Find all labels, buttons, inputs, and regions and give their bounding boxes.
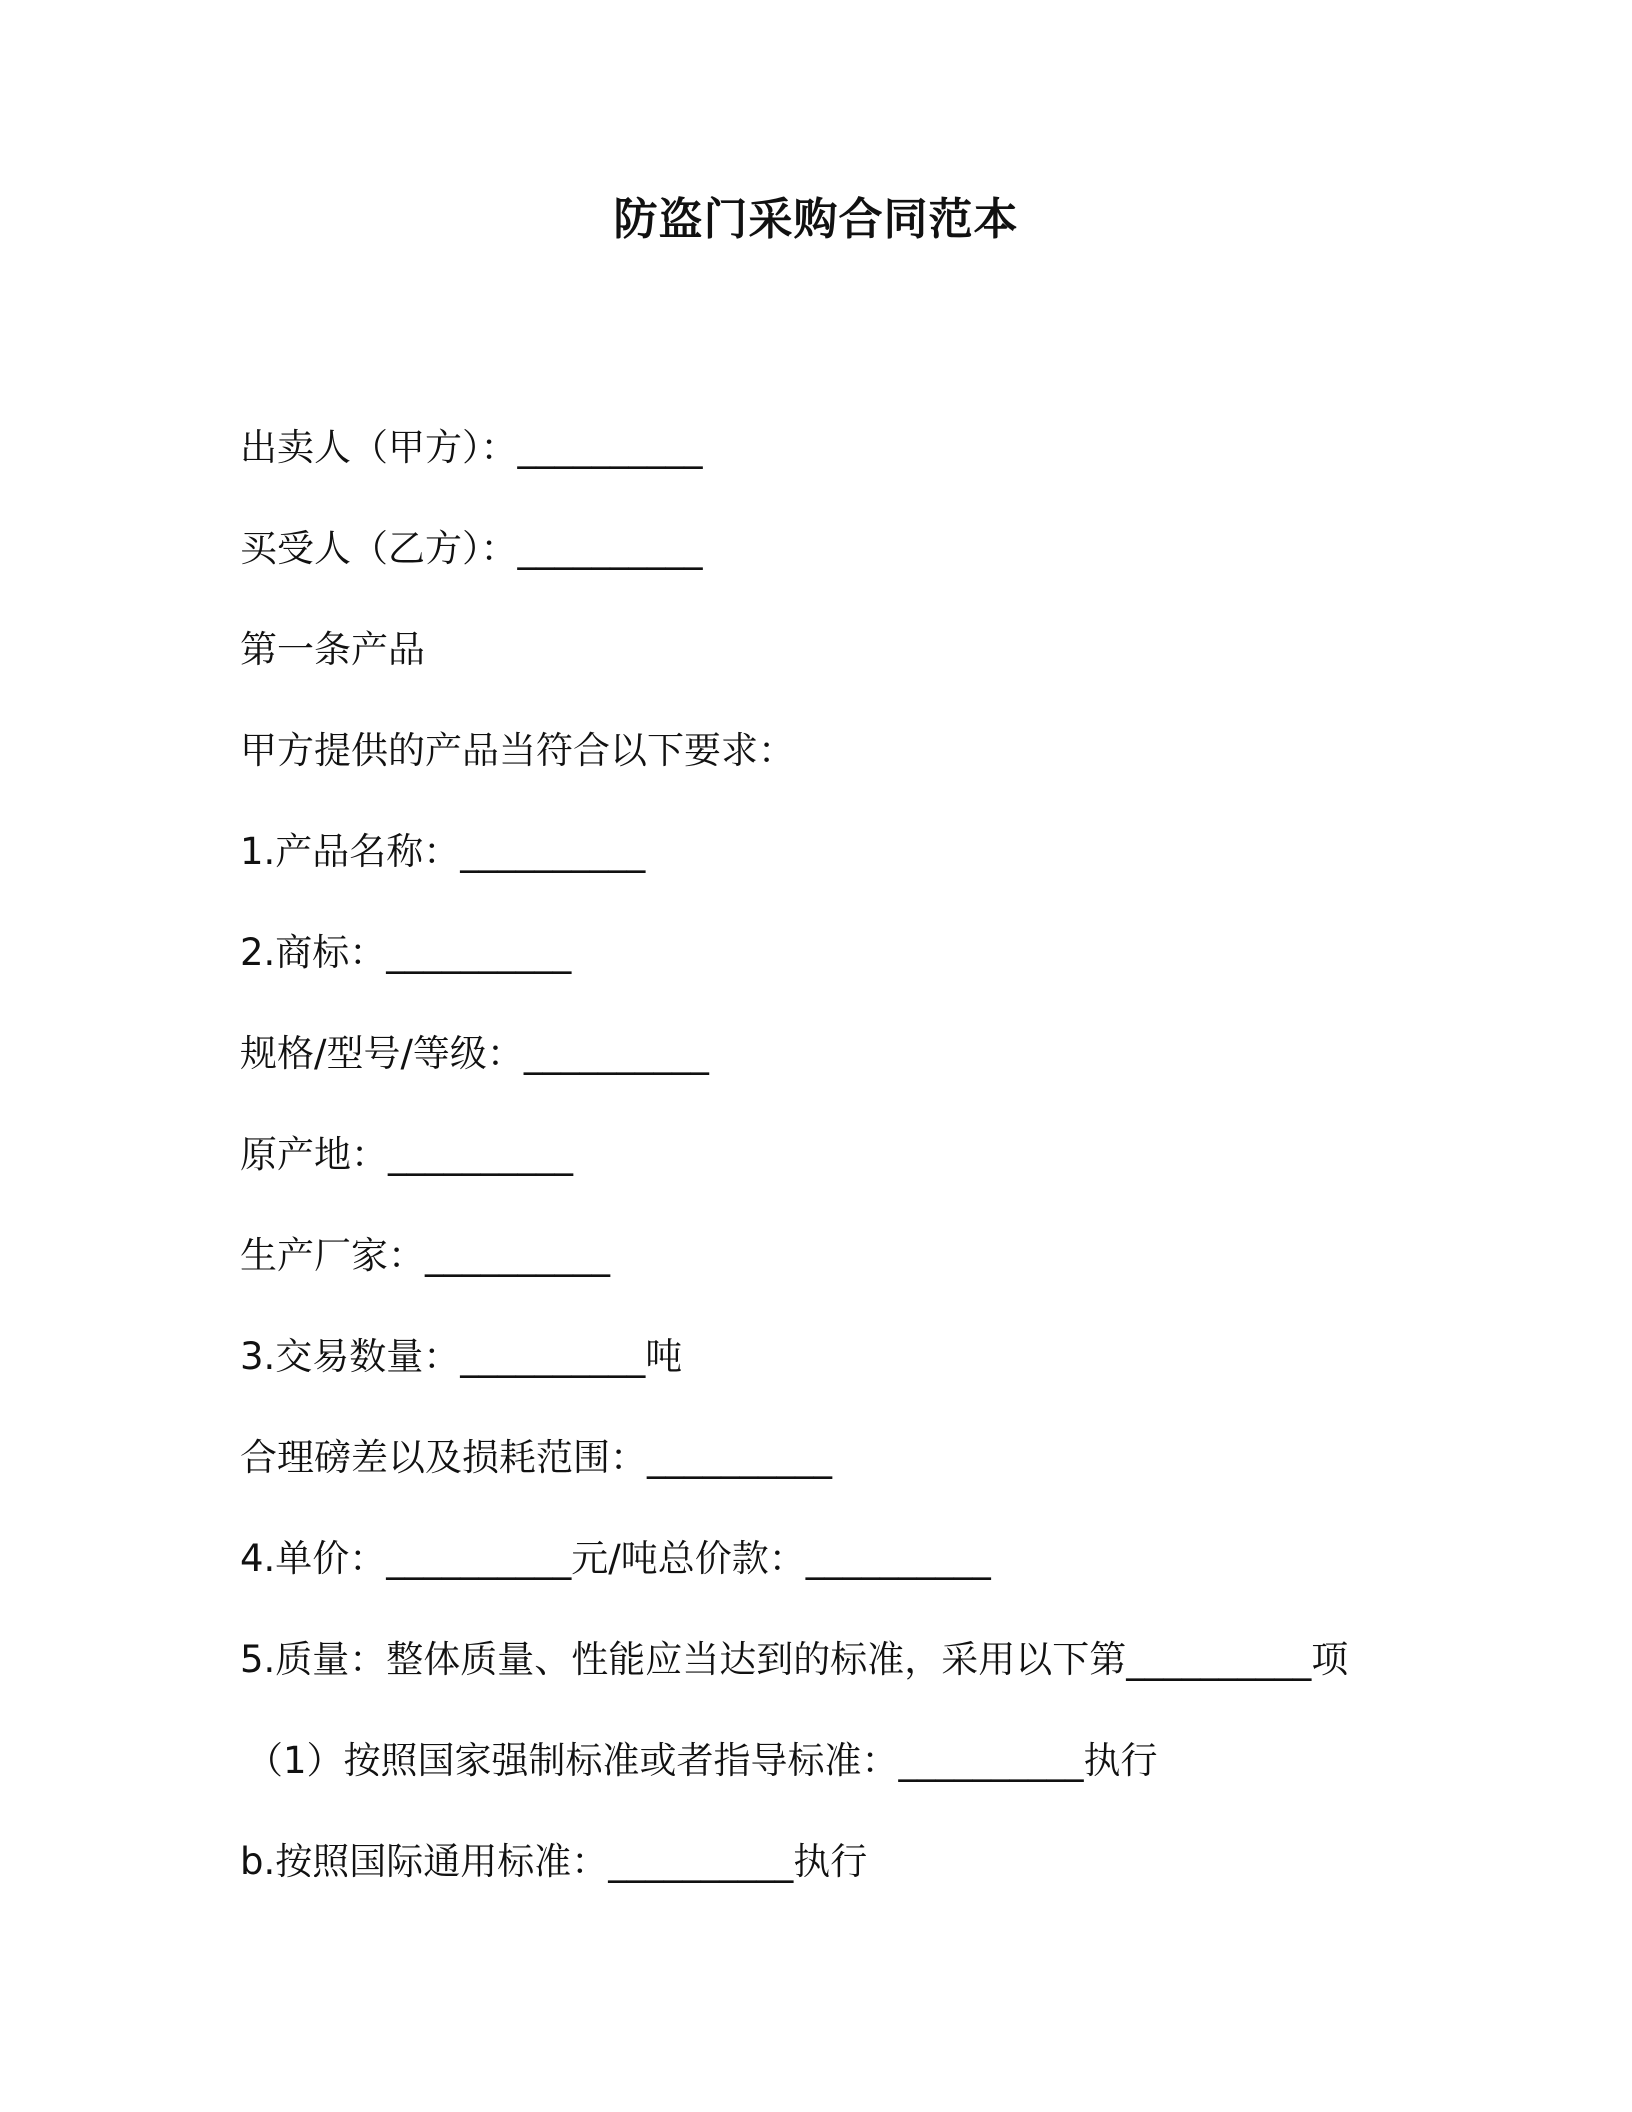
- tolerance-line: 合理磅差以及损耗范围：__________: [240, 1436, 832, 1479]
- price-line: 4.单价：__________元/吨总价款：__________: [240, 1537, 991, 1580]
- quality-line: 5.质量：整体质量、性能应当达到的标准，采用以下第__________项: [240, 1638, 1349, 1681]
- specification-line: 规格/型号/等级：__________: [240, 1032, 709, 1075]
- requirements-intro: 甲方提供的产品当符合以下要求：: [240, 729, 795, 772]
- trademark-line: 2.商标：__________: [240, 931, 572, 974]
- manufacturer-line: 生产厂家：__________: [240, 1234, 610, 1277]
- buyer-line: 买受人（乙方）：__________: [240, 527, 703, 570]
- national-standard-line: （1）按照国家强制标准或者指导标准：__________执行: [246, 1739, 1158, 1782]
- international-standard-line: b.按照国际通用标准：__________执行: [240, 1840, 868, 1883]
- contract-body: [240, 418, 1440, 1933]
- product-name-line: 1.产品名称：__________: [240, 830, 646, 873]
- origin-line: 原产地：__________: [240, 1133, 573, 1176]
- seller-line: 出卖人（甲方）：__________: [240, 426, 703, 469]
- document-title: 防盗门采购合同范本: [613, 194, 1019, 245]
- article-heading: 第一条产品: [240, 628, 425, 671]
- quantity-line: 3.交易数量：__________吨: [240, 1335, 683, 1378]
